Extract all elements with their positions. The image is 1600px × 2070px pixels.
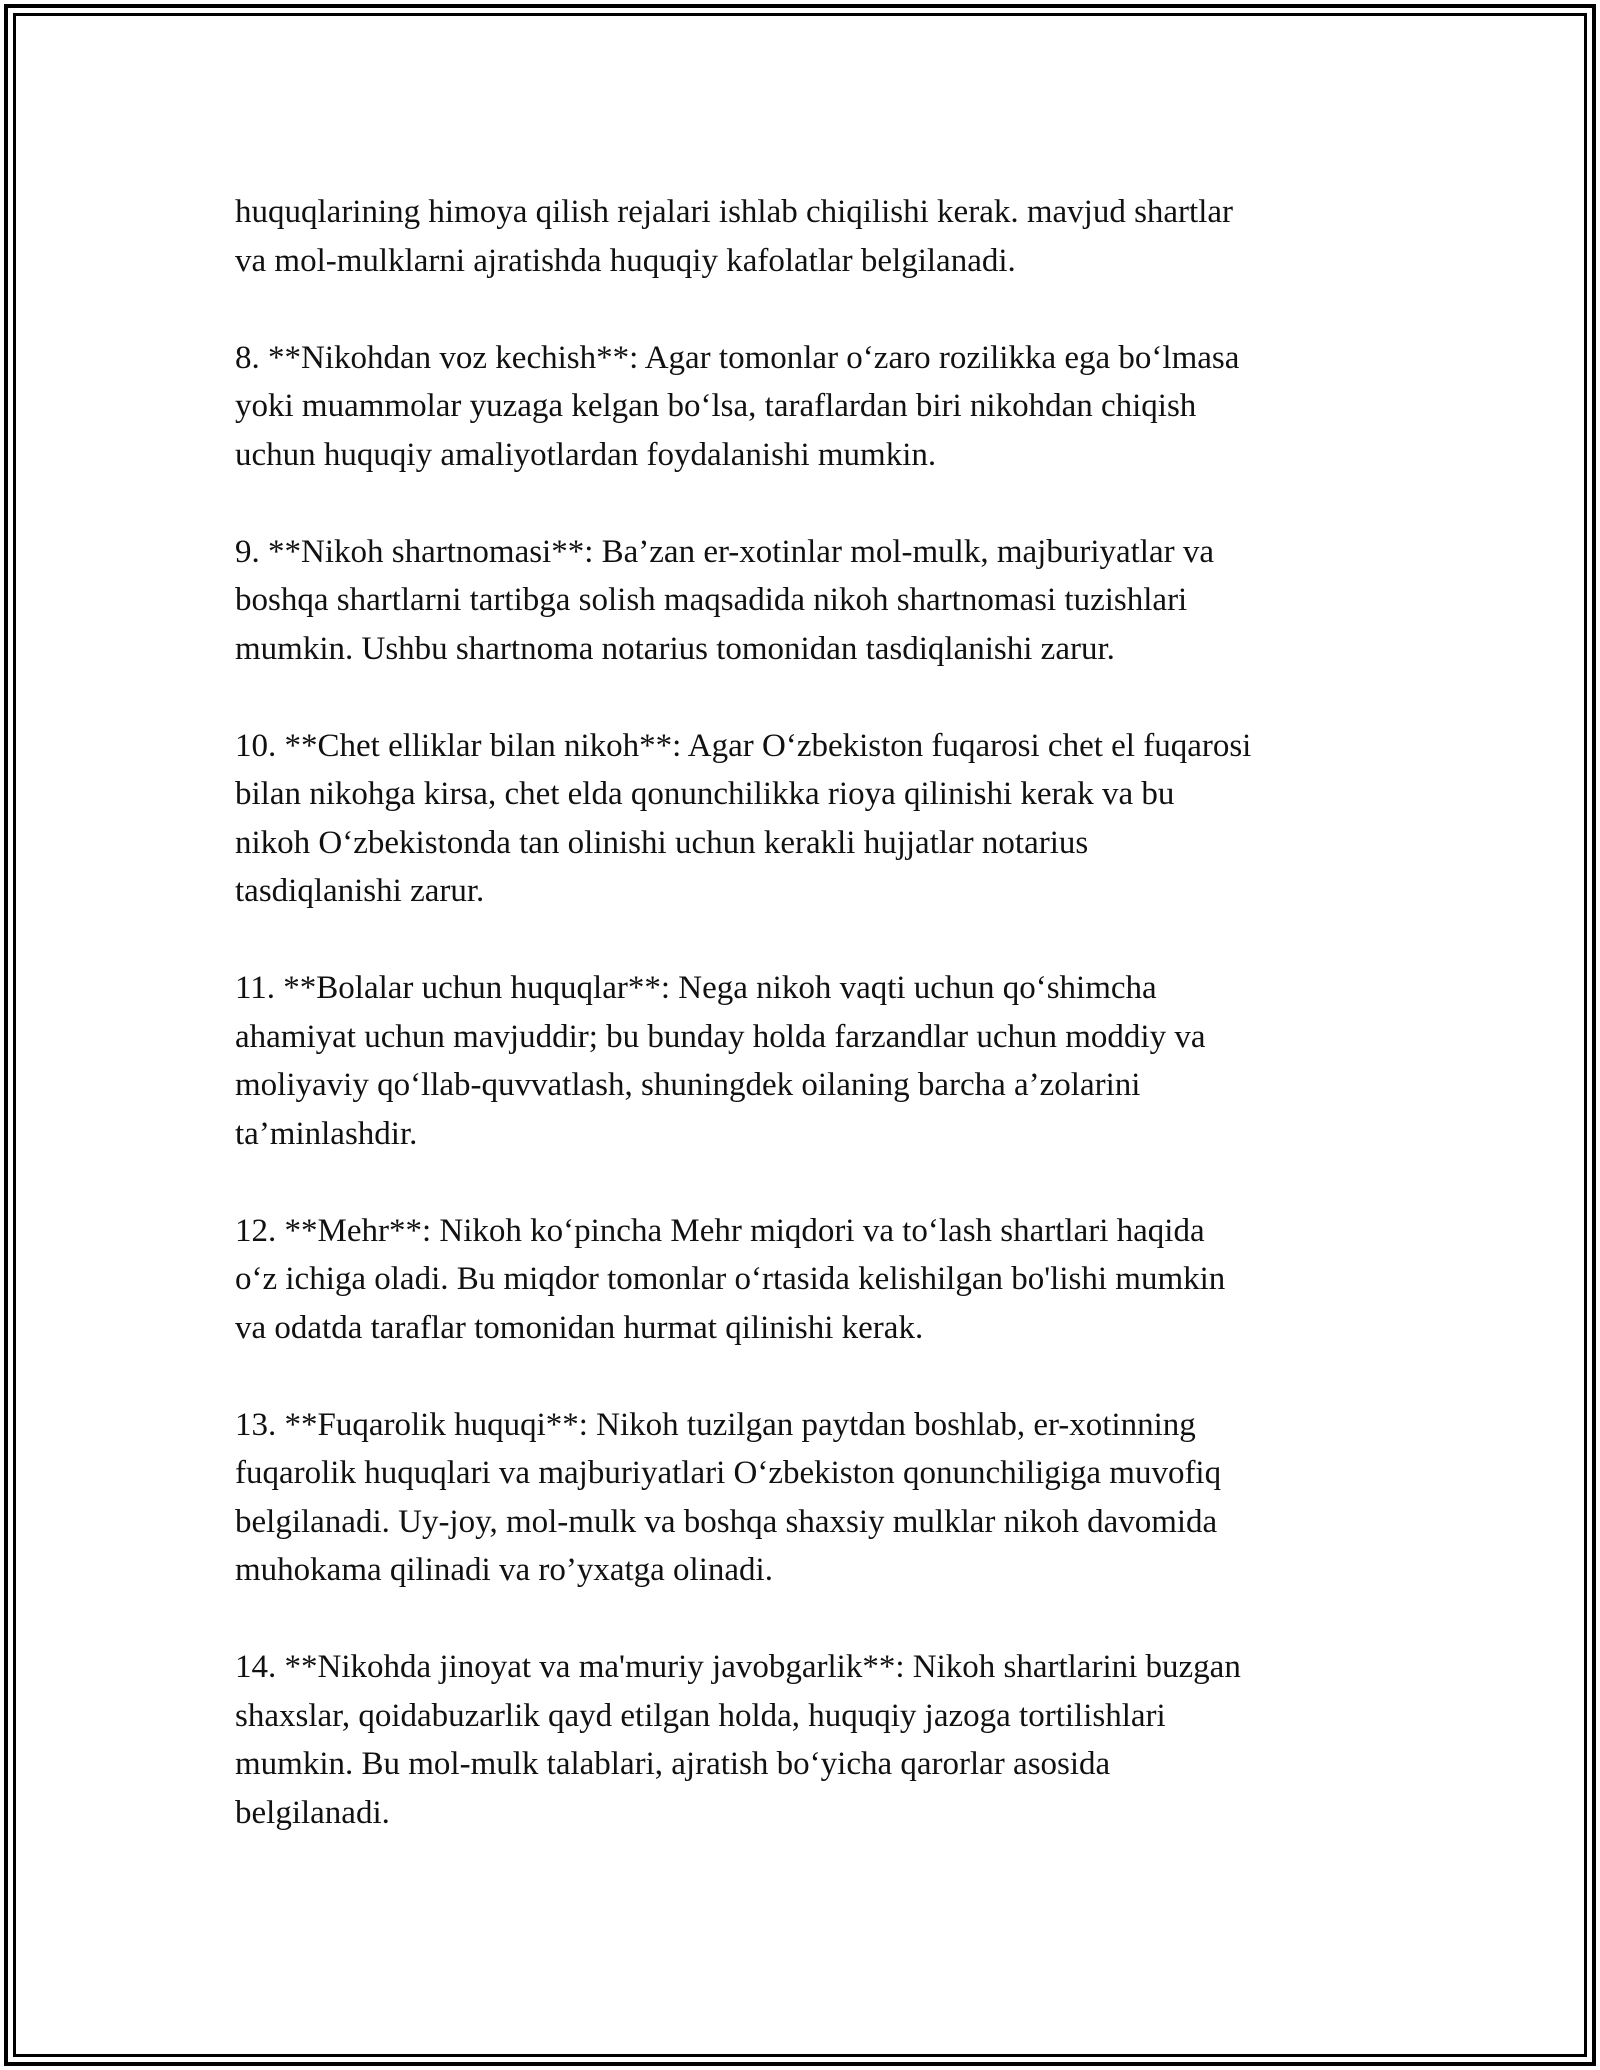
text-line: 14. **Nikohda jinoyat va ma'muriy javobgarlik**: Nikoh shartlarini buzgan: [235, 1649, 1241, 1685]
text-line: nikoh O‘zbekistonda tan olinishi uchun kerakli hujjatlar notarius: [235, 824, 1089, 861]
text-line: bilan nikohga kirsa, chet elda qonunchilikka rioya qilinishi kerak va bu: [235, 776, 1175, 812]
text-line: muhokama qilinadi va ro’yxatga olinadi.: [235, 1552, 773, 1588]
text-line: belgilanadi.: [235, 1794, 390, 1831]
document-body: [235, 188, 1375, 1886]
text-line: 8. **Nikohdan voz kechish**: Agar tomonlar o‘zaro rozilikka ega bo‘lmasa: [235, 339, 1240, 376]
text-line: ahamiyat uchun mavjuddir; bu bunday holda farzandlar uchun moddiy va: [235, 1018, 1206, 1055]
paragraph-item-11: [235, 964, 1375, 1158]
text-line: o‘z ichiga oladi. Bu miqdor tomonlar o‘rtasida kelishilgan bo'lishi mumkin: [235, 1261, 1226, 1297]
paragraph-item-12: [235, 1207, 1375, 1353]
text-line: va mol-mulklarni ajratishda huquqiy kafolatlar belgilanadi.: [235, 242, 1016, 279]
text-line: fuqarolik huquqlari va majburiyatlari O‘zbekiston qonunchiligiga muvofiq: [235, 1455, 1222, 1491]
text-line: 13. **Fuqarolik huquqi**: Nikoh tuzilgan paytdan boshlab, er-xotinning: [235, 1406, 1196, 1443]
text-line: shaxslar, qoidabuzarlik qayd etilgan holda, huquqiy jazoga tortilishlari: [235, 1697, 1166, 1734]
text-line: ta’minlashdir.: [235, 1115, 418, 1152]
text-line: 11. **Bolalar uchun huquqlar**: Nega nikoh vaqti uchun qo‘shimcha: [235, 970, 1157, 1006]
text-line: 10. **Chet elliklar bilan nikoh**: Agar O‘zbekiston fuqarosi chet el fuqarosi: [235, 727, 1252, 764]
text-line: va odatda taraflar tomonidan hurmat qilinishi kerak.: [235, 1309, 924, 1346]
text-line: mumkin. Bu mol-mulk talablari, ajratish bo‘yicha qarorlar asosida: [235, 1746, 1111, 1782]
paragraph-item-9: [235, 528, 1375, 674]
text-line: yoki muammolar yuzaga kelgan bo‘lsa, taraflardan biri nikohdan chiqish: [235, 388, 1197, 424]
text-line: mumkin. Ushbu shartnoma notarius tomonidan tasdiqlanishi zarur.: [235, 630, 1115, 667]
text-line: 12. **Mehr**: Nikoh ko‘pincha Mehr miqdori va to‘lash shartlari haqida: [235, 1212, 1205, 1249]
text-line: huquqlarining himoya qilish rejalari ishlab chiqilishi kerak. mavjud shartlar: [235, 194, 1234, 230]
paragraph-item-8: [235, 334, 1375, 480]
paragraph-item-14: [235, 1643, 1375, 1837]
paragraph-item-13: [235, 1401, 1375, 1595]
text-line: uchun huquqiy amaliyotlardan foydalanishi mumkin.: [235, 436, 937, 473]
text-line: 9. **Nikoh shartnomasi**: Ba’zan er-xotinlar mol-mulk, majburiyatlar va: [235, 533, 1215, 570]
text-line: belgilanadi. Uy-joy, mol-mulk va boshqa shaxsiy mulklar nikoh davomida: [235, 1503, 1218, 1540]
paragraph-item-10: [235, 722, 1375, 916]
text-line: moliyaviy qo‘llab-quvvatlash, shuningdek oilaning barcha a’zolarini: [235, 1067, 1141, 1103]
text-line: tasdiqlanishi zarur.: [235, 873, 485, 909]
text-line: boshqa shartlarni tartibga solish maqsadida nikoh shartnomasi tuzishlari: [235, 582, 1188, 618]
paragraph-continuation: [235, 188, 1375, 285]
